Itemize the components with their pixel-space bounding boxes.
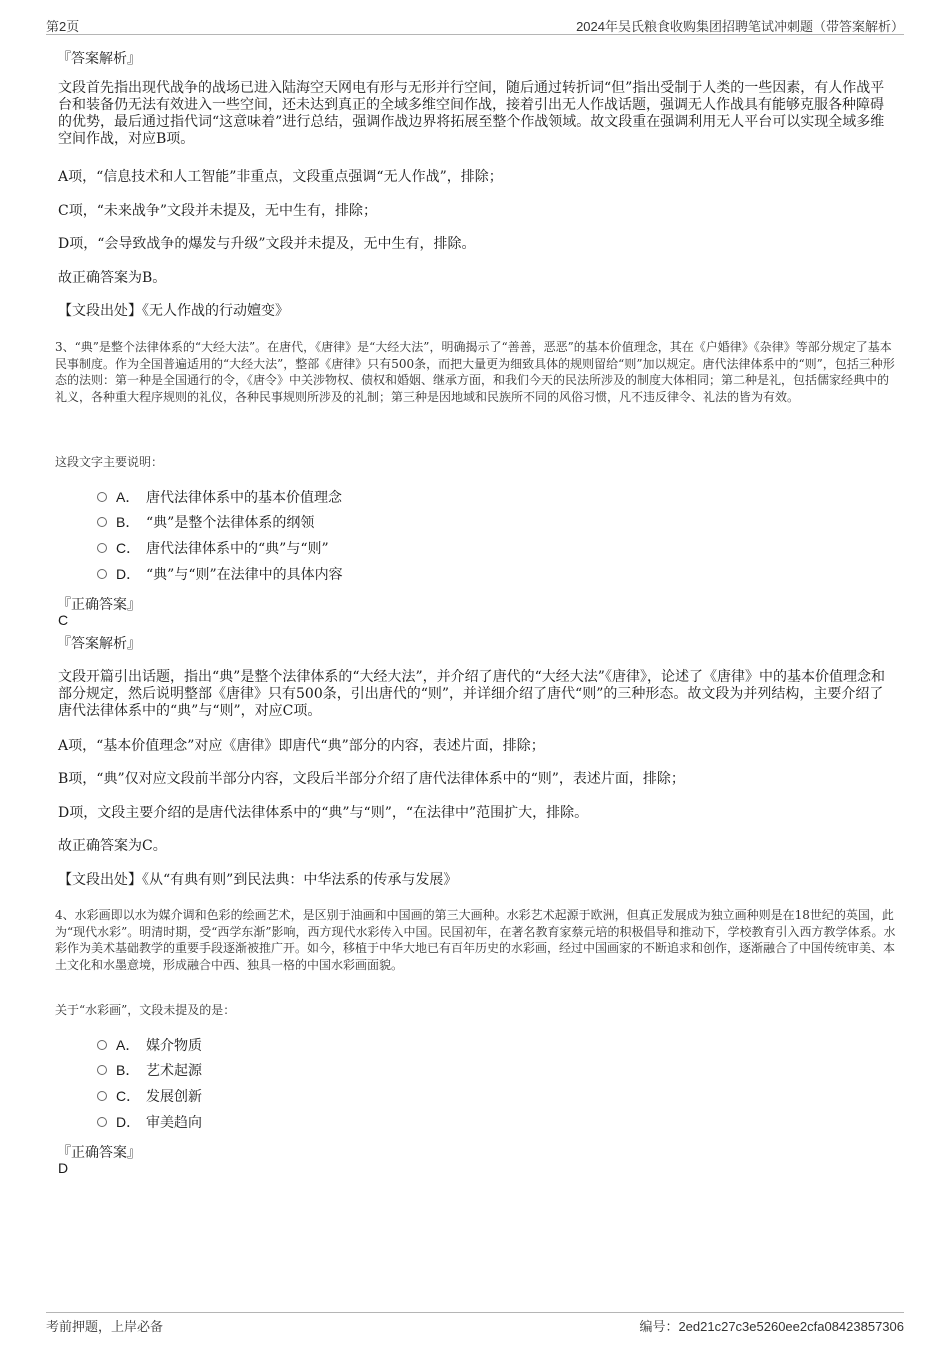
radio-icon[interactable] bbox=[97, 1091, 107, 1101]
q2-option-d-analysis: D项，“会导致战争的爆发与升级”文段并未提及，无中生有，排除。 bbox=[58, 236, 476, 252]
page-footer bbox=[46, 1312, 904, 1335]
document-title: 2024年吴氏粮食收购集团招聘笔试冲刺题（带答案解析） bbox=[576, 19, 904, 34]
page-header bbox=[46, 14, 904, 35]
radio-icon[interactable] bbox=[97, 569, 107, 579]
q3-option-a[interactable]: A． 唐代法律体系中的基本价值理念 bbox=[97, 488, 342, 507]
page-number: 第2页 bbox=[46, 19, 80, 34]
q3-option-b[interactable]: B． “典”是整个法律体系的纲领 bbox=[97, 513, 314, 532]
footer-slogan: 考前押题，上岸必备 bbox=[46, 1319, 164, 1334]
q4-prompt: 关于“水彩画”，文段未提及的是： bbox=[55, 1003, 236, 1017]
q2-conclusion: 故正确答案为B。 bbox=[58, 270, 167, 286]
radio-icon[interactable] bbox=[97, 1065, 107, 1075]
q3-stem: 3、“典”是整个法律体系的“大经大法”。在唐代，《唐律》是“大经大法”，明确揭示了“善善，恶恶”的基本价值理念，其在《户婚律》《杂律》等部分规定了基本民事制度。作为全国普遍适用的“大经大法”，整部《唐律》只有500条，而把大量更为细致具体的规则留给“则”加以规定。唐代法律体系中的“则”，包括三种形态的法则：第一种是全国通行的令，《唐令》中关涉物权、债权和婚姻、继承方面，和我们今天的民法所涉及的制度大体相同；第二种是礼，包括儒家经典中的礼义，各种重大程序规则的礼仪，各种民事规则所涉及的礼制；第三种是因地域和民族所不同的风俗习惯，凡不违反律令、礼法的皆为有效。 bbox=[55, 340, 895, 404]
q2-source: 【文段出处】《无人作战的行动嬗变》 bbox=[58, 303, 289, 319]
document-id: 编号：2ed21c27c3e5260ee2cfa08423857306 bbox=[639, 1319, 904, 1334]
q3-prompt: 这段文字主要说明： bbox=[55, 455, 164, 469]
q4-option-a[interactable]: A． 媒介物质 bbox=[97, 1036, 202, 1055]
q4-option-b[interactable]: B． 艺术起源 bbox=[97, 1061, 202, 1080]
radio-icon[interactable] bbox=[97, 1040, 107, 1050]
q3-source: 【文段出处】《从“有典有则”到民法典：中华法系的传承与发展》 bbox=[58, 872, 458, 888]
q3-conclusion: 故正确答案为C。 bbox=[58, 838, 167, 854]
q2-analysis: 文段首先指出现代战争的战场已进入陆海空天网电有形与无形并行空间，随后通过转折词“但”指出受制于人类的一些因素，有人作战平台和装备仍无法有效进入一些空间，还未达到真正的全域多维空间作战，接着引出无人作战话题，强调无人作战具有能够克服各种障碍的优势，最后通过指代词“这意味着”进行总结，强调作战边界将拓展至整个作战领域。故文段重在强调利用无人平台可以实现全域多维空间作战，对应B项。 bbox=[58, 80, 885, 147]
radio-icon[interactable] bbox=[97, 543, 107, 553]
q3-analysis: 文段开篇引出话题，指出“典”是整个法律体系的“大经大法”，并介绍了唐代的“大经大法”《唐律》，论述了《唐律》中的基本价值理念和部分规定，然后说明整部《唐律》只有500条，引出唐代的“则”，并详细介绍了唐代“则”的三种形态。故文段为并列结构，主要介绍了唐代法律体系中的“典”与“则”，对应C项。 bbox=[58, 669, 885, 719]
q2-analysis-heading: 『答案解析』 bbox=[57, 51, 141, 67]
q2-option-a-analysis: A项，“信息技术和人工智能”非重点，文段重点强调“无人作战”，排除； bbox=[58, 169, 503, 185]
q3-answer-heading: 『正确答案』 bbox=[57, 597, 141, 613]
q3-analysis-heading: 『答案解析』 bbox=[57, 636, 141, 652]
radio-icon[interactable] bbox=[97, 1117, 107, 1127]
q3-option-c[interactable]: C． 唐代法律体系中的“典”与“则” bbox=[97, 539, 329, 558]
q3-answer: C bbox=[58, 612, 69, 628]
q2-option-c-analysis: C项，“未来战争”文段并未提及，无中生有，排除； bbox=[58, 203, 378, 219]
q4-stem: 4、水彩画即以水为媒介调和色彩的绘画艺术，是区别于油画和中国画的第三大画种。水彩艺术起源于欧洲，但真正发展成为独立画种则是在18世纪的英国，此为“现代水彩”。明清时期，受“西学东渐”影响，西方现代水彩传入中国。民国初年，在著名教育家蔡元培的积极倡导和推动下，学校教育引入西方教学体系。水彩作为美术基础教学的重要手段逐渐被推广开。如今，移植于中华大地已有百年历史的水彩画，经过中国画家的不断追求和创作，逐渐融合了中国传统审美、本土文化和水墨意境，形成融合中西、独具一格的中国水彩画面貌。 bbox=[55, 908, 896, 972]
q4-option-d[interactable]: D． 审美趋向 bbox=[97, 1113, 202, 1132]
q3-option-d[interactable]: D． “典”与“则”在法律中的具体内容 bbox=[97, 565, 343, 584]
q4-answer: D bbox=[58, 1160, 69, 1176]
q4-answer-heading: 『正确答案』 bbox=[57, 1145, 141, 1161]
q3-option-b-analysis: B项，“典”仅对应文段前半部分内容，文段后半部分介绍了唐代法律体系中的“则”，表述片面，排除； bbox=[58, 771, 685, 787]
q3-option-d-analysis: D项，文段主要介绍的是唐代法律体系中的“典”与“则”，“在法律中”范围扩大，排除。 bbox=[58, 805, 589, 821]
q4-option-c[interactable]: C． 发展创新 bbox=[97, 1087, 202, 1106]
radio-icon[interactable] bbox=[97, 517, 107, 527]
q3-option-a-analysis: A项，“基本价值理念”对应《唐律》即唐代“典”部分的内容，表述片面，排除； bbox=[58, 738, 545, 754]
radio-icon[interactable] bbox=[97, 492, 107, 502]
